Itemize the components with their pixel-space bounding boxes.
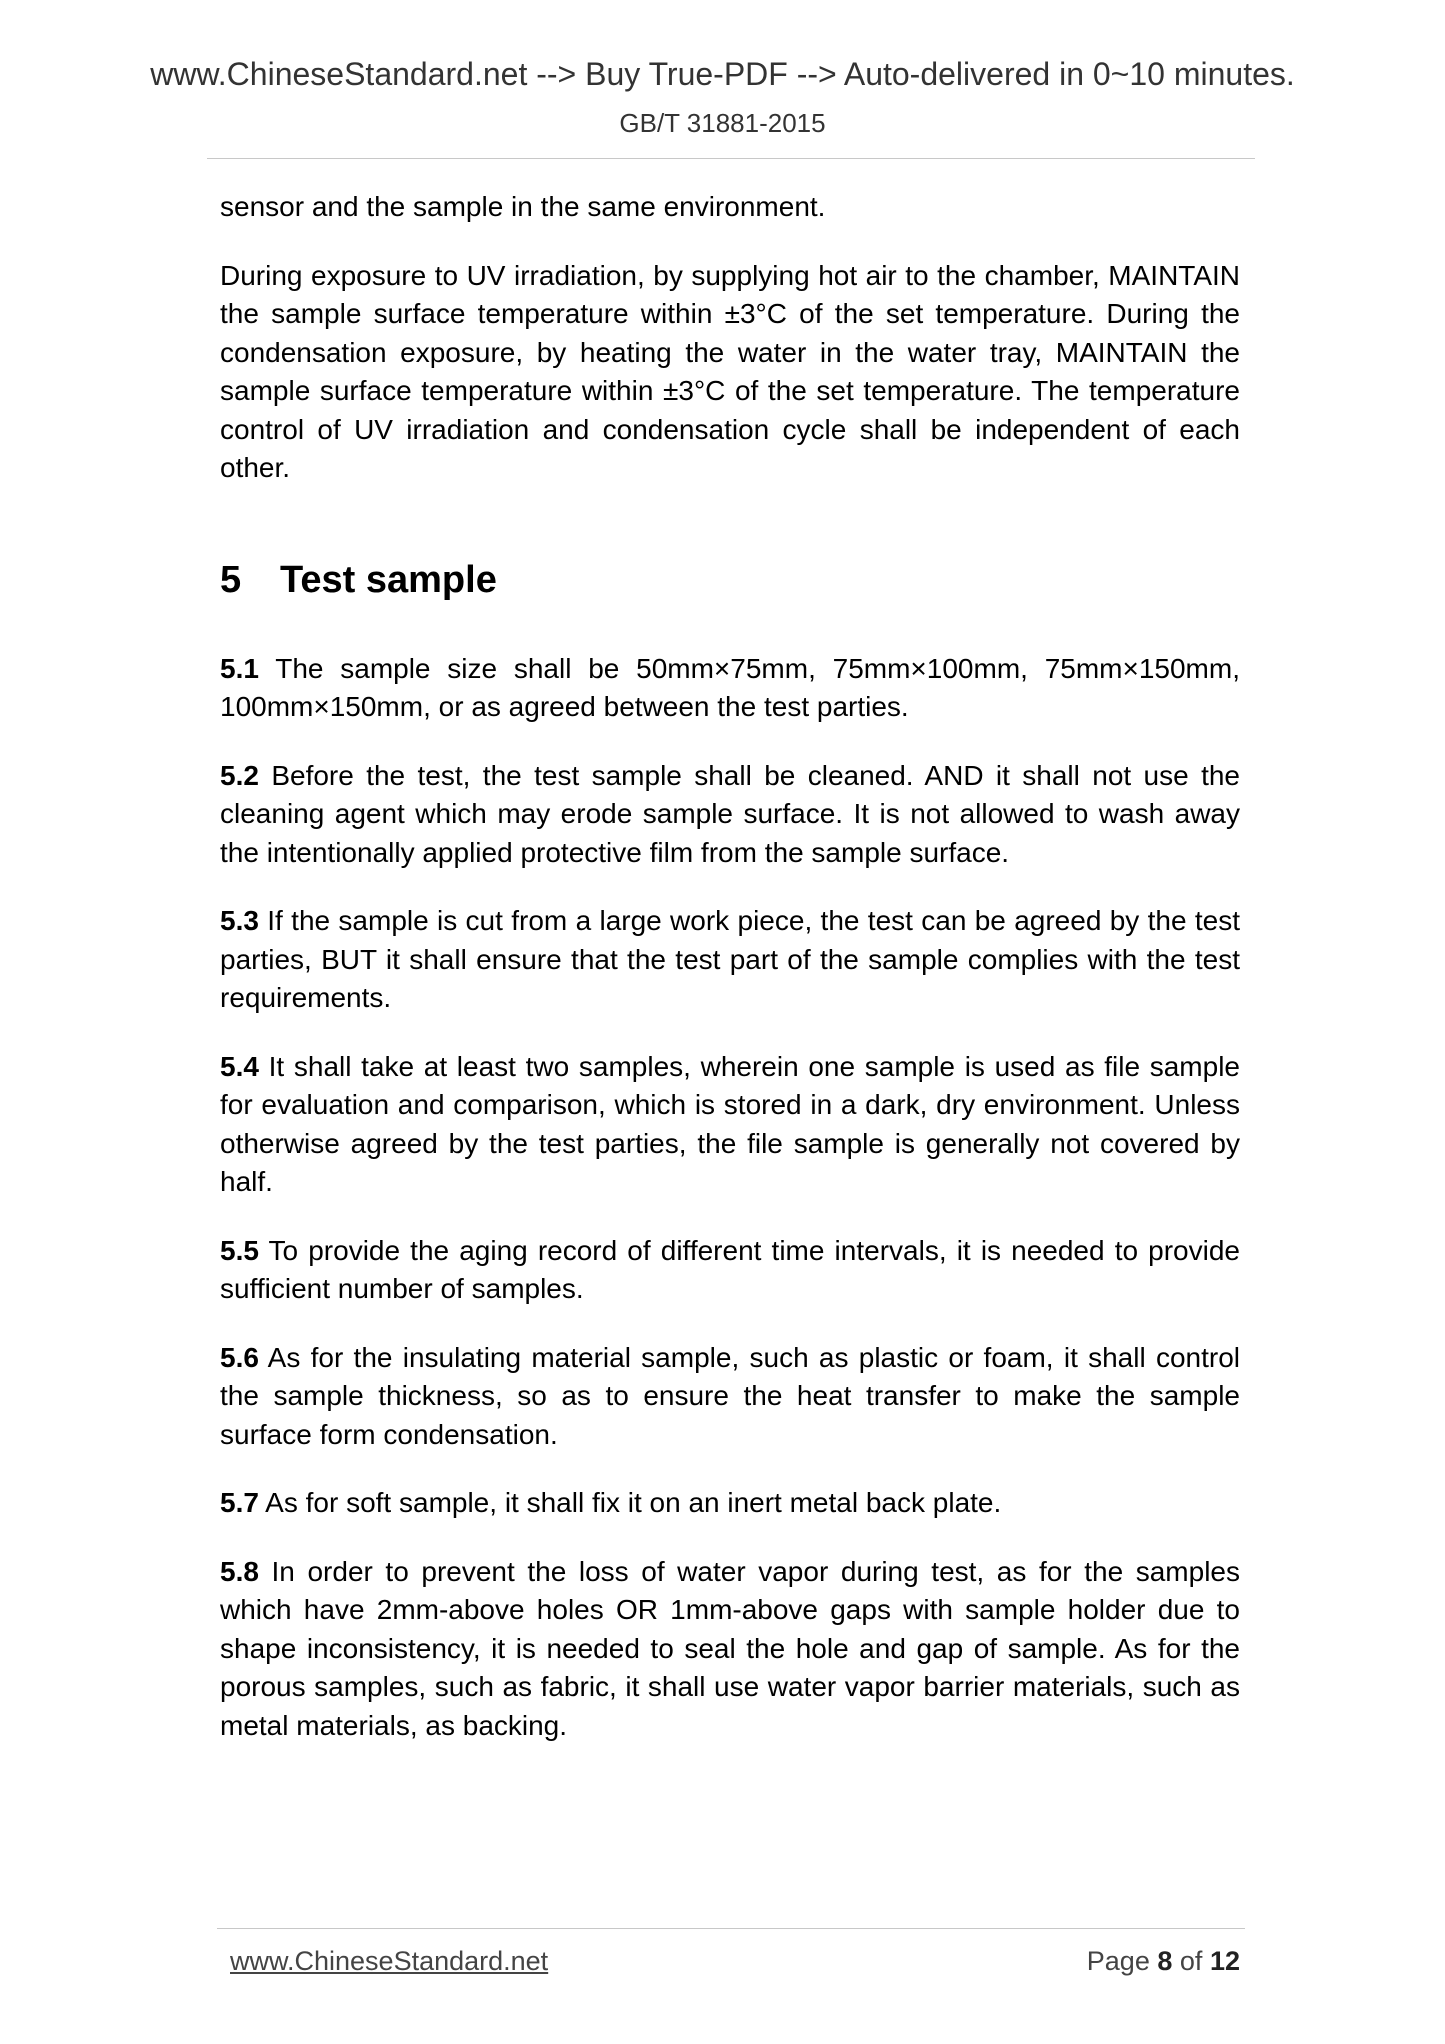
page-content [220,188,1240,1775]
clause-text: If the sample is cut from a large work piece, the test can be agreed by the test parties, BUT it shall ensure that the test part of the sample complies with the test requirements. [220,905,1241,1013]
clause-text: The sample size shall be 50mm×75mm, 75mm×100mm, 75mm×150mm, 100mm×150mm, or as agreed between the test parties. [220,652,1240,722]
header-divider [207,158,1255,159]
clause-number: 5.8 [220,1555,259,1587]
page-of: of [1179,1946,1203,1976]
page-indicator [1087,1946,1240,1977]
section-number: 5 [220,558,242,601]
clause-5-3 [220,902,1240,1018]
clause-text: To provide the aging record of different time intervals, it is needed to provide sufficient number of samples. [220,1234,1240,1304]
page-total: 12 [1209,1946,1240,1976]
intro-paragraph-2: During exposure to UV irradiation, by supplying hot air to the chamber, MAINTAIN the sample surface temperature within ±3°C of the set temperature. During the condensation exposure, by heating the water in the water tray, MAINTAIN the sample surface temperature within ±3°C of the set temperature. The temperature control of UV irradiation and condensation cycle shall be independent of each other. [220,259,1240,483]
clause-number: 5.6 [220,1341,259,1373]
clause-text: As for the insulating material sample, such as plastic or foam, it shall control the sample thickness, so as to ensure the heat transfer to make the sample surface form condensation. [220,1341,1241,1450]
clause-number: 5.7 [220,1487,259,1518]
page-label: Page [1086,1946,1150,1976]
clause-text: It shall take at least two samples, wherein one sample is used as file sample for evaluation and comparison, which is stored in a dark, dry environment. Unless otherwise agreed by the test parties, the file sample is generally not covered by half. [220,1050,1240,1197]
section-heading [220,558,1240,602]
standard-code: GB/T 31881-2015 [619,108,826,138]
clause-5-8 [220,1553,1240,1746]
clause-5-7 [220,1484,1240,1523]
section-title: Test sample [280,558,497,601]
clause-5-2 [220,757,1240,873]
clause-number: 5.5 [220,1234,259,1266]
clause-number: 5.1 [220,652,259,684]
clause-5-6 [220,1339,1240,1455]
clause-number: 5.3 [220,905,259,936]
clause-text: In order to prevent the loss of water vapor during test, as for the samples which have 2mm-above holes OR 1mm-above gaps with sample holder due to shape inconsistency, it is needed to seal the hole and gap of sample. As for the porous samples, such as fabric, it shall use water vapor barrier materials, such as metal materials, as backing. [220,1555,1240,1741]
clause-5-4 [220,1048,1240,1202]
footer-divider [217,1928,1245,1929]
clause-number: 5.4 [220,1050,259,1082]
footer-website-link[interactable]: www.ChineseStandard.net [230,1946,549,1976]
page-current: 8 [1157,1946,1173,1976]
clause-5-5 [220,1232,1240,1309]
clause-text: Before the test, the test sample shall be cleaned. AND it shall not use the cleaning agent which may erode sample surface. It is not allowed to wash away the intentionally applied protective film from the sample surface. [220,759,1240,868]
clause-5-1 [220,650,1240,727]
clause-number: 5.2 [220,759,259,791]
intro-paragraph-1: sensor and the sample in the same environment. [220,191,826,222]
header-banner: www.ChineseStandard.net --> Buy True-PDF --> Auto-delivered in 0~10 minutes. [150,56,1295,92]
clause-text: As for soft sample, it shall fix it on an inert metal back plate. [265,1487,1002,1518]
